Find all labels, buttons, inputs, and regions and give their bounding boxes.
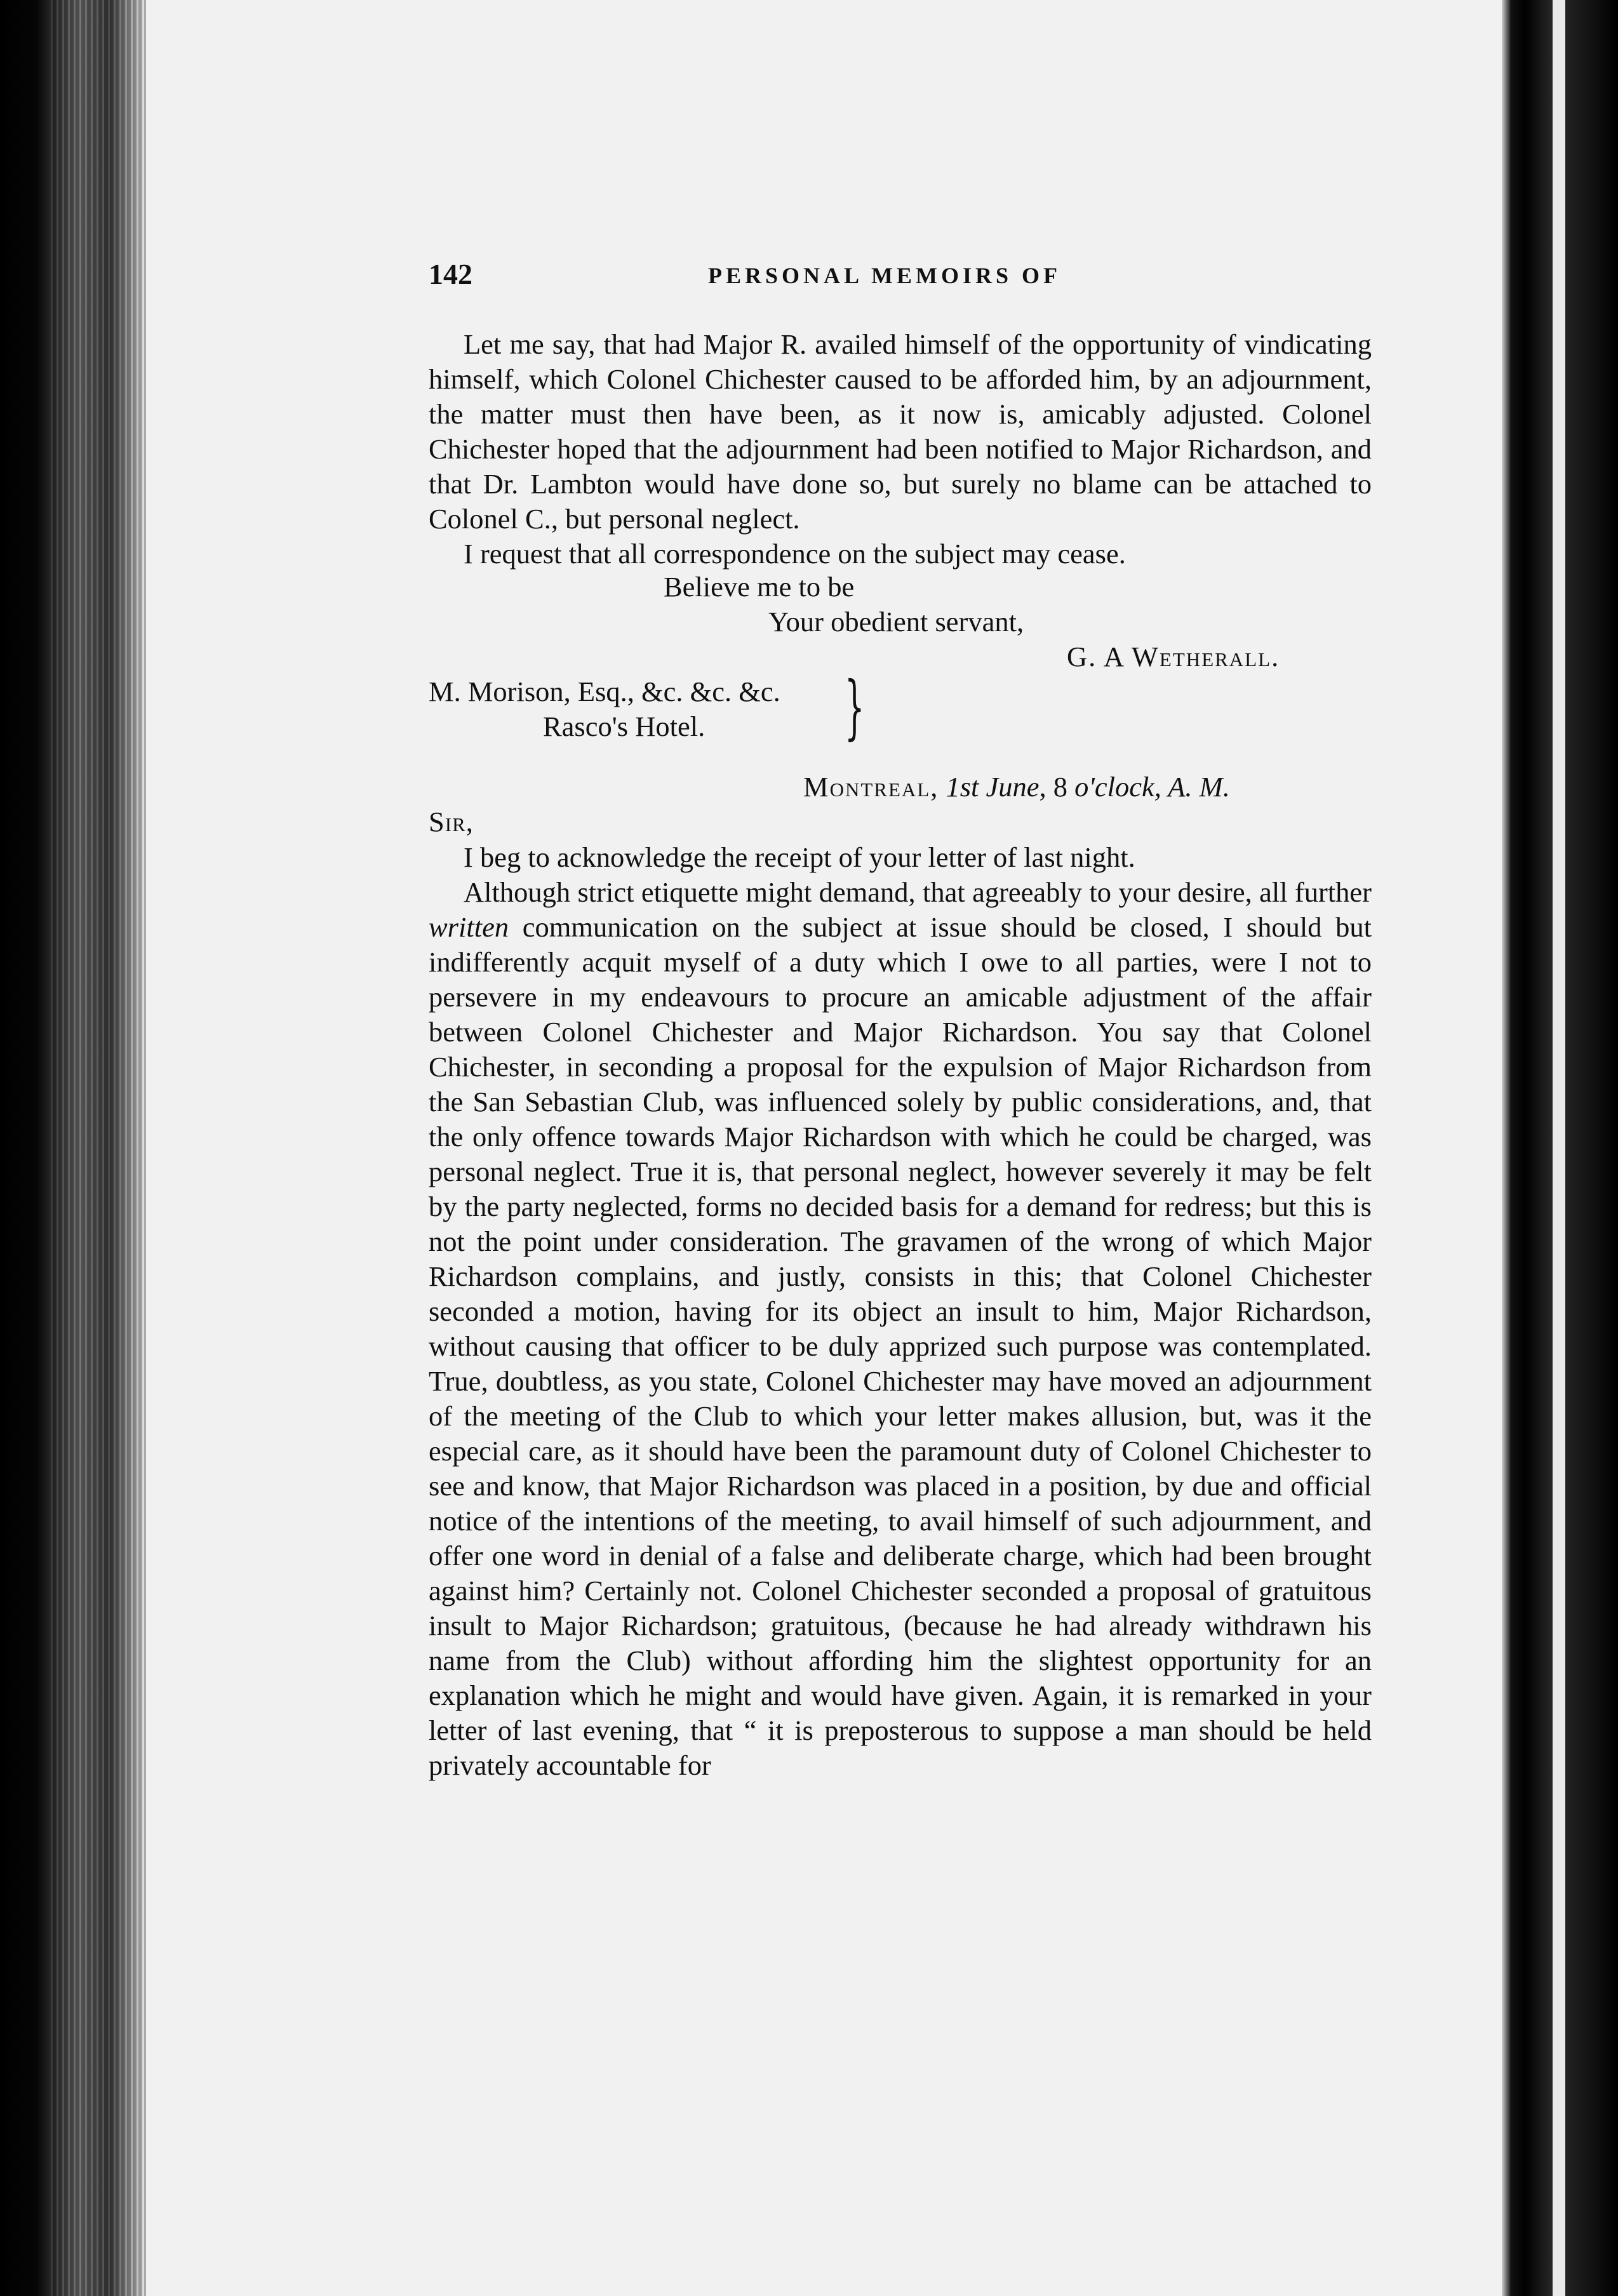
letter1-body [429,327,1372,571]
page-edges-left [51,0,146,2296]
addressee-line: M. Morison, Esq., &c. &c. &c. [429,676,780,707]
address-brace: } [845,666,865,747]
running-head: PERSONAL MEMOIRS OF [708,263,1062,288]
page-header [429,257,1372,302]
paragraph-text: Although strict etiquette might demand, that agreeably to your desire, all further [464,876,1372,908]
letter2-dateline [803,770,1230,803]
paragraph-text: communication on the subject at issue should be closed, I should but indifferently acquit myself of a duty which I owe to all parties, were I not to persevere in my endeavours to procure an amicable adjustment of the affair between Colonel Chichester and Major Richardson. You say that Colonel Chichester, in seconding a proposal for the expulsion of Major Richardson from the San Sebastian Club, was influenced solely by public considerations, and, that the only offence towards Major Richardson with which he could be charged, was personal neglect. True it is, that personal neglect, however severely it may be felt by the party neglected, forms no decided basis for a demand for redress; but this is not the point under consideration. The gravamen of the wrong of which Major Richardson complains, and justly, consists in this; that Colonel Chichester seconded a motion, having for its object an insult to him, Major Richardson, without causing that officer to be duly apprized such purpose was contemplated. True, doubtless, as you state, Colonel Chichester may have moved an adjournment of the meeting of the Club to which your letter makes allusion, but, was it the especial care, as it should have been the paramount duty of Colonel Chichester to see and know, that Major Richardson was placed in a position, by due and official notice of the intentions of the meeting, to avail himself of such adjournment, and offer one word in denial of a false and deliberate charge, which had been brought against him? Certainly not. Colonel Chichester seconded a proposal of gratuitous insult to Major Richardson; gratuitous, (because he had already withdrawn his name from the Club) without affording him the slightest opportunity for an explanation which he might and would have given. Again, it is remarked in your letter of last evening, that “ it is preposterous to suppose a man should be held privately accountable for [429,911,1372,1781]
letter1-paragraph: I request that all correspondence on the subject may cease. [464,538,1126,570]
page-edges-right [1553,0,1565,2296]
letter2-salutation: Sir, [429,806,474,838]
letter2-paragraph [429,875,1372,1783]
letter1-closing: Your obedient servant, [768,606,1024,637]
page-number: 142 [429,258,472,290]
letter1-signature: G. A Wetherall. [1067,641,1280,672]
paragraph-emphasis: written [429,911,509,943]
addressee-line: Rasco's Hotel. [543,711,705,742]
letter1-closing: Believe me to be [664,571,855,603]
dateline-date: 1st June [946,771,1040,803]
dateline-time: o'clock, A. M. [1074,771,1230,803]
dateline-separator: , 8 [1039,771,1075,803]
letter1-paragraph: Let me say, that had Major R. availed himself of the opportunity of vindicating himself, which Colonel Chichester caused to be afforded him, by an adjournment, the matter must then have been, as it now is, amicably adjusted. Colonel Chichester hoped that the adjournment had been notified to Major Richardson, and that Dr. Lambton would have done so, but surely no blame can be attached to Colonel C., but personal neglect. [429,328,1372,535]
letter2-body [429,840,1372,1783]
dateline-place: Montreal, [803,771,939,803]
letter2-paragraph: I beg to acknowledge the receipt of your letter of last night. [464,841,1135,873]
